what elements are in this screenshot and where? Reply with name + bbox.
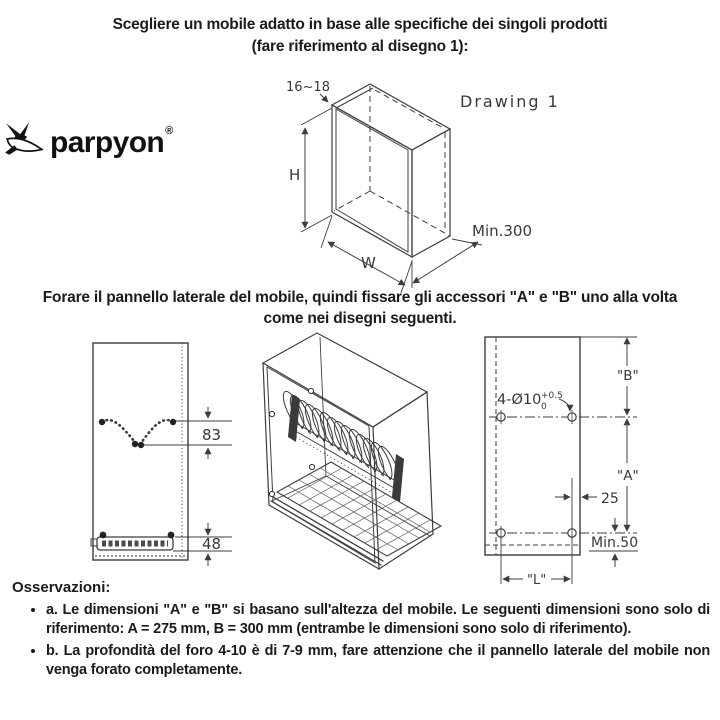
hole-callout [497,391,570,412]
dim-83-label: 83 [202,426,222,444]
drawing1-figure [275,60,575,295]
dishrack-cabinet-figure [250,330,465,585]
dim-min50-label: Min.50 [591,535,639,551]
drilling-template-figure [475,328,650,596]
registered-mark: ® [165,125,173,137]
dim-h-label: H [289,166,301,184]
dim-min50 [589,518,638,567]
side-panel-outline [93,343,188,560]
dim-a [617,419,639,531]
dim-l-label: "L" [527,573,547,588]
cabinet-hidden-edges [334,86,450,236]
dim-depth-label: Min.300 [472,222,533,240]
dim-thickness-label: 16~18 [286,80,330,95]
observations-heading: Osservazioni: [12,579,111,596]
panel-outline [485,337,580,555]
bird-logo-icon [4,122,46,158]
hole-tolerance-sub: 0 [541,402,547,412]
dim-thickness [286,80,330,102]
dim-25-label: 25 [601,491,619,507]
dim-b-label: "B" [617,368,639,384]
mesh-tray [271,462,441,565]
dim-25 [555,491,619,507]
brand-word: parpyon [50,126,165,159]
wire-hooks [99,419,176,448]
drill-holes [497,410,576,540]
instruction-line2: come nei disegni seguenti. [263,310,457,327]
observation-item-a: • a. Le dimensioni "A" e "B" si basano sull'altezza del mobile. Le seguenti dimensioni sono solo di riferimento: A = 275 mm, B = 300 mm (entrambe le dimensioni sono solo di riferimento). [46,601,710,639]
instruction-text [0,287,720,329]
plate-rack [283,391,404,502]
hole-tolerance-sup: +0.5 [541,391,563,401]
instruction-line1: Forare il pannello laterale del mobile, quindi fissare gli accessori "A" e "B" uno alla volta [42,289,678,306]
title-line1: Scegliere un mobile adatto in base alle specifiche dei singoli prodotti [112,16,608,33]
observation-item-b: • b. La profondità del foro 4-10 è di 7-9 mm, fare attenzione che il pannello laterale del mobile non venga forato completamente. [46,642,710,680]
brand-logo [4,116,173,158]
drawing1-caption: Drawing 1 [460,92,560,111]
observations-section [12,578,710,683]
hole-spec-label: 4-Ø10 [497,392,542,408]
cabinet-box-outline [332,84,450,257]
brand-name [50,116,173,158]
dim-height [289,108,332,232]
hook-panel-figure [85,335,240,570]
dim-b [617,338,639,415]
title-line2: (fare riferimento al disegno 1): [251,38,469,55]
dim-a-label: "A" [617,468,639,484]
bottom-rail [91,532,174,550]
dim-depth [412,222,532,288]
observations-list [12,601,710,680]
dim-48-label: 48 [202,535,222,553]
dim-w-label: W [361,254,376,272]
page-title [0,14,720,58]
